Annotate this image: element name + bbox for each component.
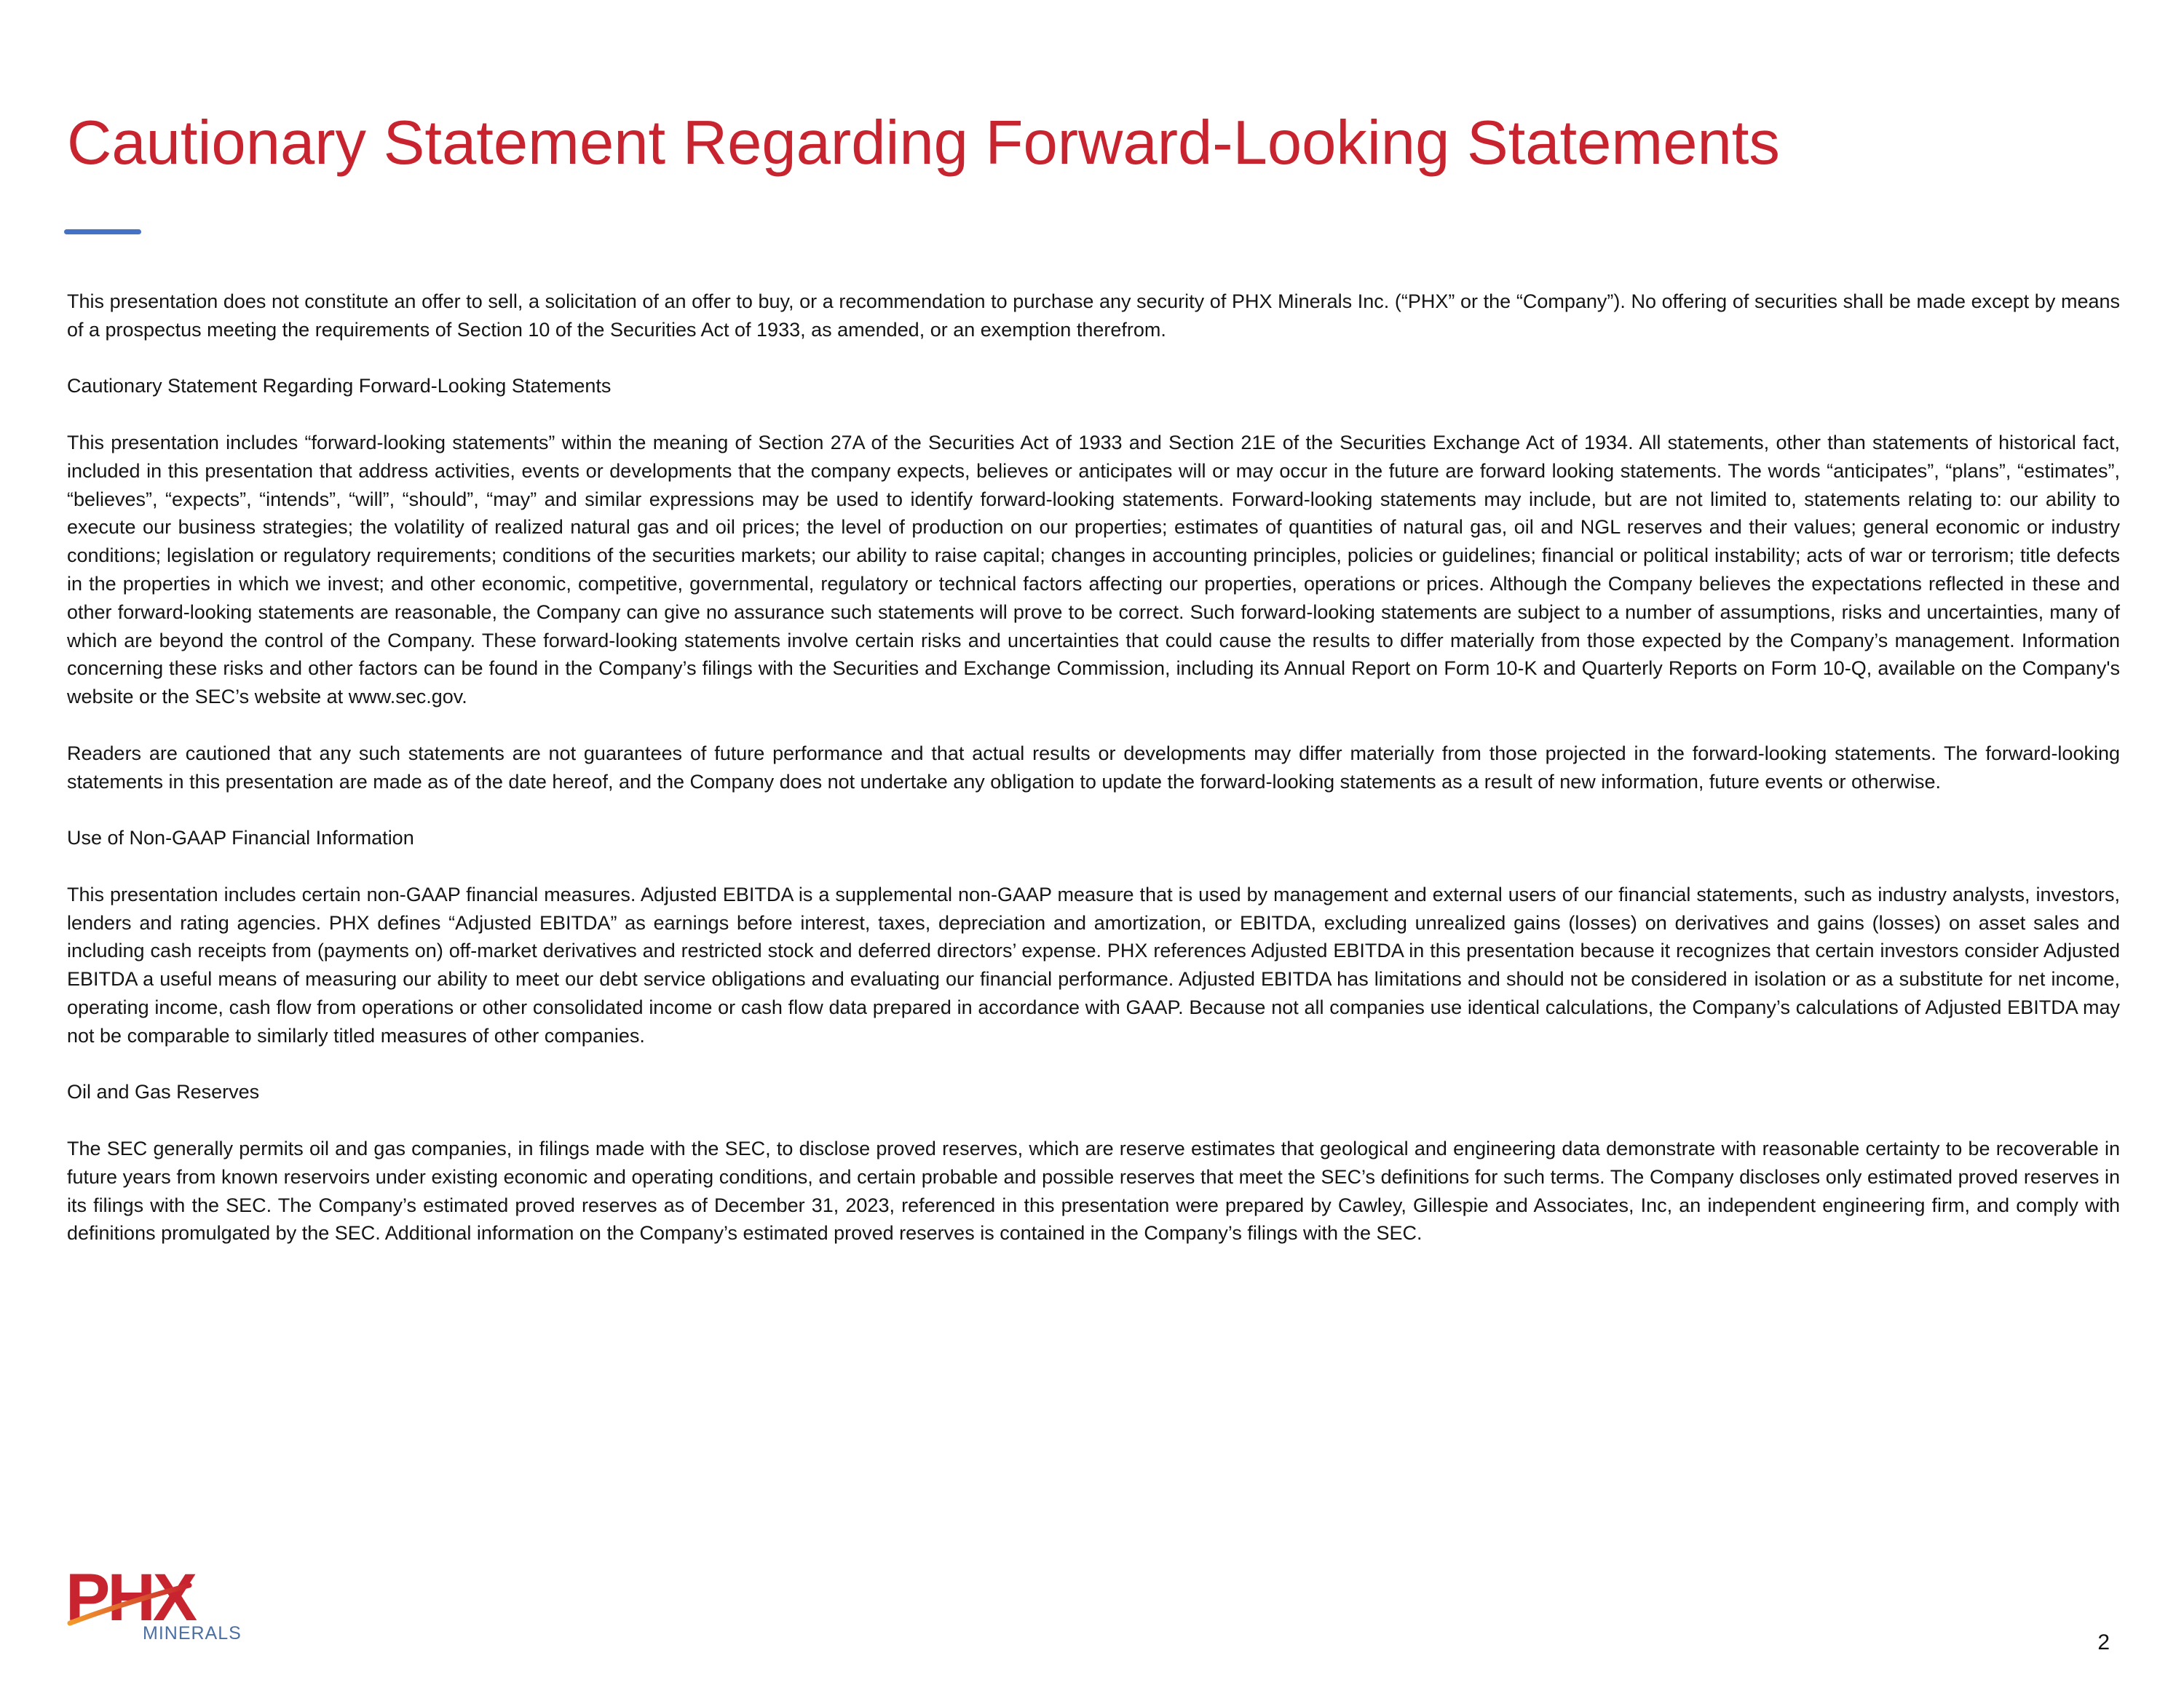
- non-gaap-paragraph: This presentation includes certain non-GAAP financial measures. Adjusted EBITDA is a supplemental non-GAAP measure that is used by management and external users of our financial statements, such as industry analysts, investors, lenders and rating agencies. PHX defines “Adjusted EBITDA” as earnings before interest, taxes, depreciation and amortization, or EBITDA, excluding unrealized gains (losses) on derivatives and gains (losses) on asset sales and including cash receipts from (payments on) off-market derivatives and restricted stock and deferred directors’ expense. PHX references Adjusted EBITDA in this presentation because it recognizes that certain investors consider Adjusted EBITDA a useful means of measuring our ability to meet our debt service obligations and evaluating our financial performance. Adjusted EBITDA has limitations and should not be considered in isolation or as a substitute for net income, operating income, cash flow from operations or other consolidated income or cash flow data prepared in accordance with GAAP. Because not all companies use identical calculations, the Company’s calculations of Adjusted EBITDA may not be comparable to similarly titled measures of other companies.: [67, 883, 2120, 1047]
- intro-paragraph: This presentation does not constitute an offer to sell, a solicitation of an offer to buy, or a recommendation to purchase any security of PHX Minerals Inc. (“PHX” or the “Company”). No offering of securities shall be made except by means of a prospectus meeting the requirements of Section 10 of the Securities Act of 1933, as amended, or an exemption therefrom.: [67, 290, 2120, 341]
- non-gaap-heading: Use of Non-GAAP Financial Information: [67, 827, 414, 849]
- title-underline-accent: [64, 229, 141, 234]
- phx-minerals-logo: [66, 1565, 255, 1645]
- readers-cautioned-paragraph: Readers are cautioned that any such statements are not guarantees of future performance and that actual results or developments may differ materially from those projected in the forward-looking statements. The forward-looking statements in this presentation are made as of the date hereof, and the Company does not undertake any obligation to update the forward-looking statements as a result of new information, future events or otherwise.: [67, 742, 2120, 793]
- disclaimer-body: [67, 288, 2120, 1276]
- reserves-heading: Oil and Gas Reserves: [67, 1081, 260, 1103]
- logo-wordmark: PHX: [66, 1565, 195, 1635]
- logo-subtitle: MINERALS: [143, 1623, 242, 1644]
- forward-looking-paragraph: This presentation includes “forward-looking statements” within the meaning of Section 27A of the Securities Act of 1933 and Section 21E of the Securities Exchange Act of 1934. All statements, other than statements of historical fact, included in this presentation that address activities, events or developments that the company expects, believes or anticipates will or may occur in the future are forward looking statements. The words “anticipates”, “plans”, “estimates”, “believes”, “expects”, “intends”, “will”, “should”, “may” and similar expressions may be used to identify forward-looking statements. Forward-looking statements may include, but are not limited to, statements relating to: our ability to execute our business strategies; the volatility of realized natural gas and oil prices; the level of production on our properties; estimates of quantities of natural gas, oil and NGL reserves and their values; general economic or industry conditions; legislation or regulatory requirements; conditions of the securities markets; our ability to raise capital; changes in accounting principles, policies or guidelines; financial or political instability; acts of war or terrorism; title defects in the properties in which we invest; and other economic, competitive, governmental, regulatory or technical factors affecting our properties, operations or prices. Although the Company believes the expectations reflected in these and other forward-looking statements are reasonable, the Company can give no assurance such statements will prove to be correct. Such forward-looking statements are subject to a number of assumptions, risks and uncertainties, many of which are beyond the control of the Company. These forward-looking statements involve certain risks and uncertainties that could cause the results to differ materially from those expected by the Company’s management. Information concerning these risks and other factors can be found in the Company’s filings with the Securities and Exchange Commission, including its Annual Report on Form 10-K and Quarterly Reports on Form 10-Q, available on the Company's website or the SEC’s website at www.sec.gov.: [67, 431, 2120, 708]
- forward-looking-heading: Cautionary Statement Regarding Forward-Looking Statements: [67, 375, 612, 397]
- reserves-paragraph: The SEC generally permits oil and gas companies, in filings made with the SEC, to disclose proved reserves, which are reserve estimates that geological and engineering data demonstrate with reasonable certainty to be recoverable in future years from known reservoirs under existing economic and operating conditions, and certain probable and possible reserves that meet the SEC’s definitions for such terms. The Company discloses only estimated proved reserves in its filings with the SEC. The Company’s estimated proved reserves as of December 31, 2023, referenced in this presentation were prepared by Cawley, Gillespie and Associates, Inc, an independent engineering firm, and comply with definitions promulgated by the SEC. Additional information on the Company’s estimated proved reserves is contained in the Company’s filings with the SEC.: [67, 1137, 2120, 1245]
- page-title: Cautionary Statement Regarding Forward-Looking Statements: [67, 108, 1780, 178]
- page-number: 2: [2097, 1630, 2110, 1654]
